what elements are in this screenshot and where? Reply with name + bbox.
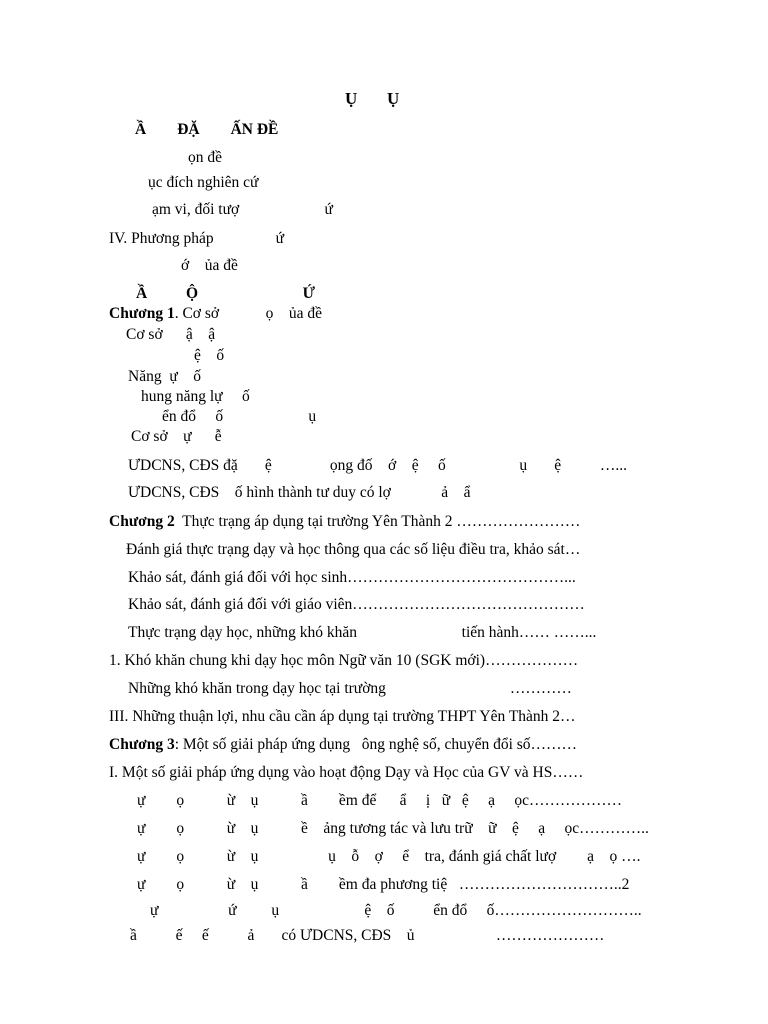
chapter3-item-7: ầ ế ế ả có ƯDCNS, CĐS ủ ………………… (130, 927, 605, 944)
chapter2-title: Thực trạng áp dụng tại trường Yên Thành 2 …………………… (174, 513, 581, 530)
part1-item-5: ớ ủa đề (181, 257, 238, 274)
chapter2-label: Chương 2 (109, 513, 175, 530)
chapter2-item-4: Thực trạng dạy học, những khó khăn tiến hành…… ……... (128, 624, 597, 641)
chapter3-item-3: ự ọ ừ ụ ề ảng tương tác và lưu trữ ữ ệ ạ ọc………….. (137, 820, 649, 837)
part1-item-4: IV. Phương pháp ứ (109, 230, 284, 247)
part1-item-3: ạm vi, đối tượ ứ (152, 201, 333, 218)
part1-item-2: ục đích nghiên cứ (148, 174, 259, 191)
chapter1-item-1: Cơ sở ậ ậ (126, 326, 216, 343)
chapter1-label: Chương 1 (109, 305, 175, 322)
chapter3-item-6: ự ứ ụ ệ ố ển đổ ố……………………….. (150, 902, 642, 919)
chapter3-title: : Một số giải pháp ứng dụng ông nghệ số, chuyển đổi số……… (174, 736, 578, 753)
chapter1-item-5: ển đổ ố ụ (162, 408, 317, 425)
chapter2-item-1: Đánh giá thực trạng dạy và học thông qua các số liệu điều tra, khảo sát… (126, 541, 581, 558)
chapter1-item-2: ệ ố (194, 347, 225, 364)
part1-item-1: ọn đề (188, 149, 223, 166)
chapter2-item-2: Khảo sát, đánh giá đối với học sinh……………………………………... (128, 569, 576, 586)
chapter1-title: . Cơ sở ọ ủa đề (174, 305, 322, 322)
chapter1-item-4: hung năng lự ố (141, 388, 250, 405)
chapter3-item-5: ự ọ ừ ụ ầ ềm đa phương tiệ …………………………..2 (137, 876, 630, 893)
chapter2-item-6: Những khó khăn trong dạy học tại trường ………… (128, 680, 572, 697)
chapter2-item-5: 1. Khó khăn chung khi dạy học môn Ngữ văn 10 (SGK mới)……………… (109, 652, 579, 669)
chapter3-item-1: I. Một số giải pháp ứng dụng vào hoạt động Dạy và Học của GV và HS…… (109, 764, 584, 781)
chapter1-item-3: Năng ự ố (128, 368, 201, 385)
chapter1-item-6: Cơ sở ự ễ (131, 428, 222, 445)
chapter3-item-2: ự ọ ừ ụ ầ ềm để ẩ ị ữ ệ ạ ọc……………… (137, 792, 622, 809)
chapter3-item-4: ự ọ ừ ụ ụ ỗ ợ ể tra, đánh giá chất lượ ạ ọ …. (137, 848, 641, 865)
chapter2-item-7: III. Những thuận lợi, nhu cầu cần áp dụng tại trường THPT Yên Thành 2… (109, 708, 576, 725)
chapter2-item-3: Khảo sát, đánh giá đối với giáo viên……………………………………… (128, 596, 585, 613)
part2-heading: Ầ Ộ Ứ (136, 285, 315, 302)
chapter3-heading (109, 736, 577, 754)
chapter1-item-7: ƯDCNS, CĐS đặ ệ ọng đố ớ ệ ố ụ ệ …... (128, 457, 627, 474)
chapter1-heading (109, 305, 322, 323)
part1-heading: Ầ ĐẶ ẤN ĐỀ (135, 121, 279, 138)
chapter3-label: Chương 3 (109, 736, 175, 753)
chapter1-item-8: ƯDCNS, CĐS ố hình thành tư duy có lợ ả ẩ (128, 484, 471, 501)
toc-title: Ụ Ụ (345, 89, 400, 108)
chapter2-heading (109, 513, 580, 531)
